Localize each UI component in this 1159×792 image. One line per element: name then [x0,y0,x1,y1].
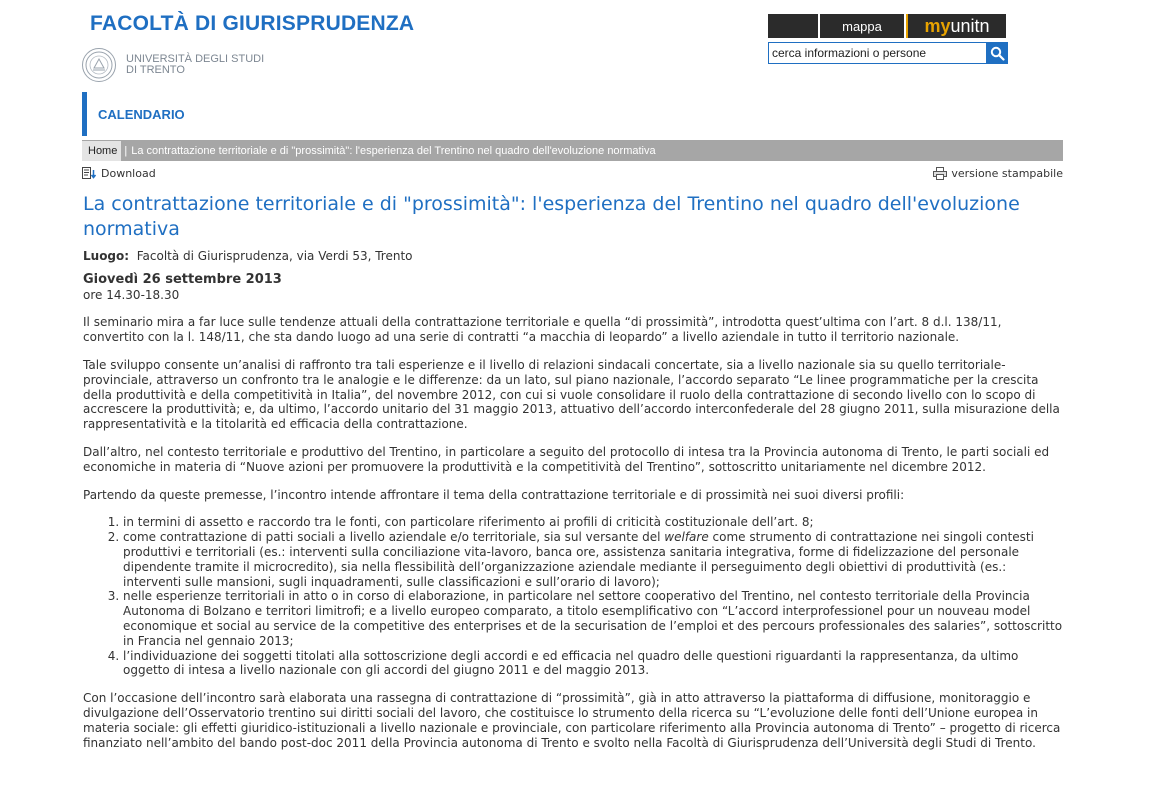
print-version-link[interactable] [933,167,1063,180]
university-name [126,54,264,76]
download-link[interactable] [82,167,156,180]
event-time: ore 14.30-18.30 [83,287,180,302]
article-body [83,249,1063,763]
university-logo[interactable] [82,48,264,82]
university-name-line1: UNIVERSITÀ DEGLI STUDI [126,53,265,65]
search-input[interactable] [768,42,987,64]
faculty-title[interactable]: FACOLTÀ DI GIURISPRUDENZA [90,12,415,35]
myunitn-unitn-text: unitn [950,15,990,36]
university-name-line2: DI TRENTO [126,64,185,76]
print-version-label: versione stampabile [951,167,1063,180]
myunitn-link[interactable] [906,14,1006,38]
page-toolbar [82,167,1063,183]
profiles-list [83,515,1063,678]
section-title[interactable]: CALENDARIO [82,92,185,136]
topbar-blank-tab [768,14,818,38]
event-datetime [83,273,1063,303]
paragraph-1: Il seminario mira a far luce sulle tendenze attuali della contrattazione territoriale e quella “di prossimità”, introdotta quest’ultima con l’art. 8 d.l. 138/11, convertito con la l. 148/11, che sta dando luogo ad una serie di contratti “a macchia di leopardo” a livello aziendale in tutto il territorio nazionale. [83,315,1002,345]
search-button[interactable] [987,42,1008,64]
welfare-emphasis: welfare [664,530,709,545]
download-icon [82,167,97,180]
location-label: Luogo: [83,249,130,263]
breadcrumb-home-link[interactable]: Home [82,141,121,161]
list-item: 4. l’individuazione dei soggetti titolati alla sottoscrizione degli accordi e ed efficacia nel quadro delle questioni riguardanti la rappresentanza, da ultimo oggetto di intesa a livello nazionale con gli accordi del giugno 2011 e del maggio 2013. [123,649,1063,679]
top-navigation [768,14,1006,38]
breadcrumb-current: La contrattazione territoriale e di "prossimità": l'esperienza del Trentino nel quadro dell'evoluzione normativa [131,144,656,157]
paragraph-3: Dall’altro, nel contesto territoriale e produttivo del Trentino, in particolare a seguito del protocollo di intesa tra la Provincia autonoma di Trento, le parti sociali ed economiche in materia di “Nuove azioni per promuovere la produttività e la competitività del Trentino”, sottoscritto unitariamente nel dicembre 2012. [83,444,1050,474]
location-value: Facoltà di Giurisprudenza, via Verdi 53, Trento [136,249,413,263]
list-item: 1. in termini di assetto e raccordo tra le fonti, con particolare riferimento ai profili di criticità costituzionale dell’art. 8; [123,515,1063,530]
list-item-text: come strumento di contrattazione nei singoli contesti produttivi e territoriali (es.: interventi sulla conciliazione vita-lavoro, banca ore, assistenza sanitaria integrativa, forme di fidelizzazione del personale dipendente tramite il microcredito), sia nella flessibilità dell’organizzazione aziendale mediante il perseguimento degli obiettivi di produttività (es.: interventi sulle mansioni, sugli inquadramenti, sulle classificazioni e sull’orario di lavoro); [123,530,1034,589]
page-title: La contrattazione territoriale e di "prossimità": l'esperienza del Trentino nel quadro dell'evoluzione normativa [83,193,1020,240]
list-item: 3. nelle esperienze territoriali in atto o in corso di elaborazione, in particolare nel settore cooperativo del Trentino, nel contesto territoriale della Provincia Autonoma di Bolzano e territori limitrofi; e a livello europeo comparato, a titolo esemplificativo con “L’accord interprofessionel pour un nouveau model economique et social au service de la competitive des enterprises et de la securisation de l’emploi et des percours professionales des salaries”, sottoscritto in Francia nel gennaio 2013; [123,589,1063,648]
list-item-text: come contrattazione di patti sociali a livello aziendale e/o territoriale, sia sul versante del [123,530,665,545]
paragraph-2: Tale sviluppo consente un’analisi di raffronto tra tali esperienze e il livello di relazioni sindacali concertate, sia a livello nazionale sia su quello territoriale-provinciale, attraverso un confronto tra le analogie e le differenze: da un lato, sul piano nazionale, l’accordo separato “Le linee programmatiche per la crescita della produttività e della competitività in Italia”, del novembre 2012, con cui si vuole consolidare il ruolo della contrattazione di secondo livello con lo scopo di accrescere la produttività; e, da ultimo, l’accordo unitario del 31 maggio 2013, attuativo dell’accordo interconfederale del 28 giugno 2011, sulla misurazione della rappresentatività e la titolarità ed efficacia della contrattazione. [83,357,1060,432]
paragraph-5: Con l’occasione dell’incontro sarà elaborata una rassegna di contrattazione di “prossimità”, già in atto attraverso la piattaforma di diffusione, monitoraggio e divulgazione dell’Osservatorio trentino sui diritti sociali del lavoro, che costituisce lo strumento della ricerca su “L’evoluzione delle fonti dell’Unione europea in materia sociale: gli effetti giuridico-istituzionali a livello nazionale e provinciale, con particolare riferimento alla Provincia autonoma di Trento” – progetto di ricerca finanziato nell’ambito del bando post-doc 2011 della Provincia autonoma di Trento e svolto nella Facoltà di Giurisprudenza dell’Università degli Studi di Trento. [83,691,1061,750]
myunitn-my-text: my [924,15,951,36]
breadcrumb [82,140,1063,161]
list-item [123,530,1063,589]
paragraph-4: Partendo da queste premesse, l’incontro intende affrontare il tema della contrattazione territoriale e di prossimità nei suoi diversi profili: [83,487,905,502]
event-date: Giovedì 26 settembre 2013 [83,271,282,287]
location-line [83,249,1063,264]
download-label: Download [101,167,156,180]
print-icon [933,167,947,180]
mappa-link[interactable]: mappa [820,14,904,38]
university-seal-icon [82,48,116,82]
search-icon [990,46,1005,61]
search-box [768,42,1008,64]
breadcrumb-separator: | [124,144,128,157]
